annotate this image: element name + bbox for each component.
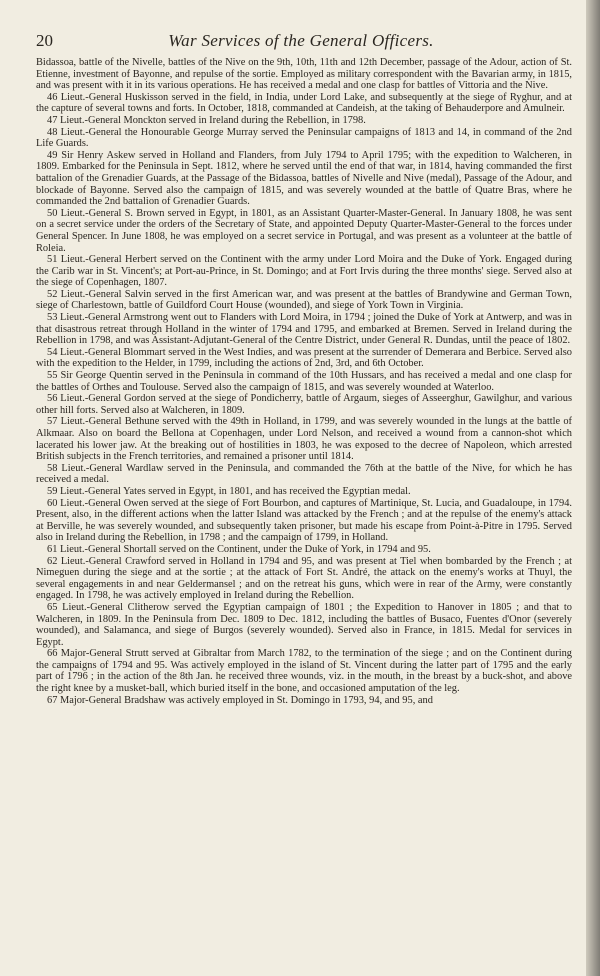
entry-paragraph: 48 Lieut.-General the Honourable George Murray served the Peninsular campaigns of 1813 and 14, in command of the 2nd Life Guards. xyxy=(36,126,572,150)
page-number: 20 xyxy=(36,31,53,50)
entry-paragraph: 53 Lieut.-General Armstrong went out to Flanders with Lord Moira, in 1794 ; joined the Duke of York at Antwerp, and was in that disastrous retreat through Holland in the winter of 1794 and 1795, and embarked at Bremen. Served in Ireland during the Rebellion in 1798, and was Assistant-Adjutant-General of the Centre District, under General R. Dundas, until the peace of 1802. xyxy=(36,312,572,347)
entry-paragraph: 51 Lieut.-General Herbert served on the Continent with the army under Lord Moira and the Duke of York. Engaged during the Carib war in St. Vincent's; at Port-au-Prince, in St. Domingo; and at Fort Irvis during the three months' siege. Served also at the siege of Copenhagen, 1807. xyxy=(36,254,572,289)
entry-paragraph: 59 Lieut.-General Yates served in Egypt, in 1801, and has received the Egyptian medal. xyxy=(47,485,411,497)
entry-paragraph: 58 Lieut.-General Wardlaw served in the Peninsula, and commanded the 76th at the battle of the Nive, for which he has received a medal. xyxy=(36,462,572,486)
entry-paragraph: 52 Lieut.-General Salvin served in the first American war, and was present at the battles of Brandywine and German Town, siege of Charlestown, battle of Guildford Court House (wounded), and siege of York Town in Virginia. xyxy=(36,288,572,312)
entry-paragraph: 50 Lieut.-General S. Brown served in Egypt, in 1801, as an Assistant Quarter-Master-General. In January 1808, he was sent on a secret service under the orders of the Secretary of State, and appointed Deputy Quarter-Master-General to the forces under General Spencer. In June 1808, he was employed on a secret service in Portugal, and was present as a volunteer at the battle of Roleia. xyxy=(36,207,572,254)
body-text xyxy=(36,57,572,963)
entry-paragraph: 67 Major-General Bradshaw was actively employed in St. Domingo in 1793, 94, and 95, and xyxy=(47,694,433,706)
entry-paragraph: 49 Sir Henry Askew served in Holland and Flanders, from July 1794 to April 1795; with the expedition to Walcheren, in 1809. Embarked for the Peninsula in Sept. 1812, where he served until the end of that war, in 1814, having commanded the first battalion of the Grenadier Guards, at the Passage of the Bidassoa, battles of Nivelle and Nive (medal), Passage of the Adour, and blockade of Bayonne. Served also the campaign of 1815, and was severely wounded at the battle of Quatre Bras, where he commanded the 2nd battalion of Grenadier Guards. xyxy=(36,149,572,208)
entry-paragraph: 56 Lieut.-General Gordon served at the siege of Pondicherry, battle of Argaum, sieges of Asseerghur, Gawilghur, and various other hill forts. Served also at Walcheren, in 1809. xyxy=(36,393,572,416)
entry-paragraph: 66 Major-General Strutt served at Gibraltar from March 1782, to the termination of the siege ; and on the Continent during the campaigns of 1794 and 95. Was actively employed in the island of St. Vincent during the latter part of 1795 and the early part of 1796 ; in the action of the 8th Jan. he received three wounds, viz. in the mouth, in the breast by a buck-shot, and above the right knee by a musket-ball, which buried itself in the bone, and occasioned amputation of the leg. xyxy=(36,648,572,695)
page-header xyxy=(36,31,566,55)
entry-paragraph: 61 Lieut.-General Shortall served on the Continent, under the Duke of York, in 1794 and 95. xyxy=(47,543,431,555)
entry-paragraph: 57 Lieut.-General Bethune served with the 49th in Holland, in 1799, and was severely wounded in the lungs at the battle of Alkmaar. Also on board the Bellona at Copenhagen, under Lord Nelson, and received a wound from a cannon-shot which lacerated his lower jaw. At the breaking out of hostilities in 1803, he was exposed to the decree of Napoleon, which arrested British subjects in the French territories, and remained a prisoner until 1814. xyxy=(36,416,572,463)
paragraph: Bidassoa, battle of the Nivelle, battles of the Nive on the 9th, 10th, 11th and 12th December, passage of the Adour, action of St. Etienne, investment of Bayonne, and repulse of the sortie. Employed as military correspondent with the Bavarian army, in 1815, and was present with it in its various operations. He has received a medal and one clasp for battles of Vittoria and the Nive. xyxy=(36,57,572,92)
entry-paragraph: 62 Lieut.-General Crawford served in Holland in 1794 and 95, and was present at Tiel when bombarded by the French ; at Nimeguen during the siege and at the sortie ; at the attack of Fort St. André, the attack on the enemy's works at Thuyl, the several engagements in and near Geldermansel ; and on the retreat his guns, which were in rear of the Army, were constantly engaged. In 1798, he was actively employed in Ireland during the Rebellion. xyxy=(36,555,572,602)
entry-paragraph: 65 Lieut.-General Clitherow served the Egyptian campaign of 1801 ; the Expedition to Hanover in 1805 ; and that to Walcheren, in 1809. In the Peninsula from Dec. 1809 to Dec. 1812, including the battles of Busaco, Fuentes d'Onor (severely wounded), and Salamanca, and siege of Burgos (severely wounded). Served also in France, in 1815. Medal for services in Egypt. xyxy=(36,601,572,648)
running-title: War Services of the General Officers. xyxy=(168,31,434,50)
book-spine-edge xyxy=(586,0,600,976)
entry-paragraph: 60 Lieut.-General Owen served at the siege of Fort Bourbon, and captures of Martinique, St. Lucia, and Guadaloupe, in 1794. Present, also, in the different actions when the latter Island was attacked by the French ; and at the repulse of the enemy's attack at Berville, he was severely wounded, and subsequently taken prisoner, but made his escape from Point-à-Pitre in 1795. Served also in Ireland during the Rebellion, in 1798 ; and the campaign of 1799, in Holland. xyxy=(36,497,572,544)
entry-paragraph: 55 Sir George Quentin served in the Peninsula in command of the 10th Hussars, and has received a medal and one clasp for the battles of Orthes and Toulouse. Served also the campaign of 1815, and was severely wounded at Waterloo. xyxy=(36,370,572,393)
entry-paragraph: 46 Lieut.-General Huskisson served in the field, in India, under Lord Lake, and subsequently at the siege of Ryghur, and at the capture of several towns and forts. In October, 1818, commanded at Candeish, at the taking of Behauderpore and Amulneir. xyxy=(36,91,572,115)
entry-paragraph: 54 Lieut.-General Blommart served in the West Indies, and was present at the surrender of Demerara and Berbice. Served also with the expedition to the Helder, in 1799, including the actions of 2nd, 3rd, and 6th October. xyxy=(36,346,572,370)
entry-paragraph: 47 Lieut.-General Monckton served in Ireland during the Rebellion, in 1798. xyxy=(47,114,366,126)
